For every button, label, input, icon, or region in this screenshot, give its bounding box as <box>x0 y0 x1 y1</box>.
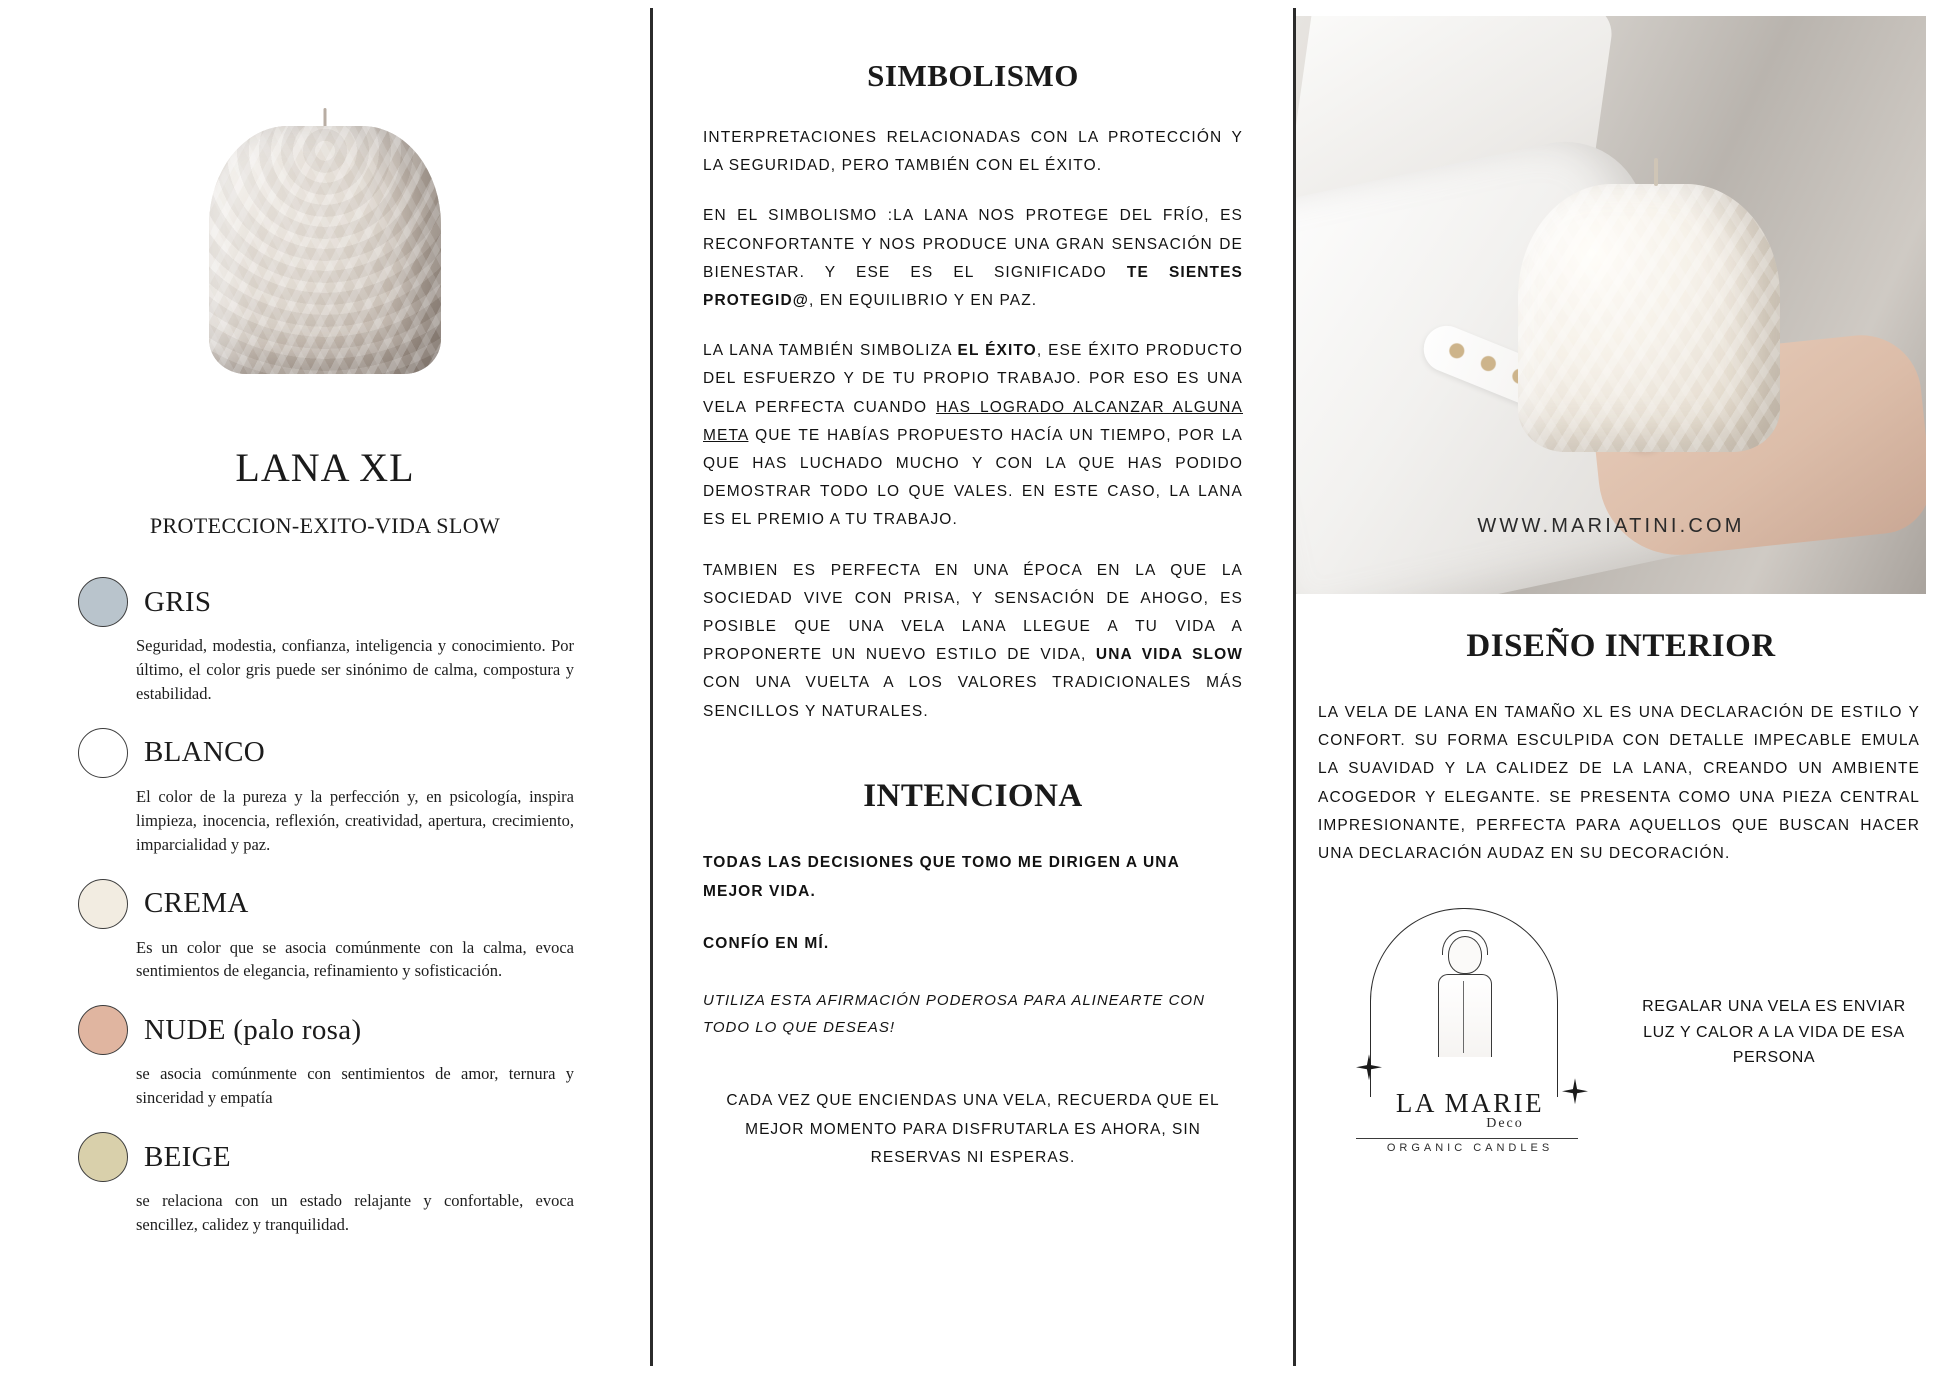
paragraph-exito-part1: LA LANA TAMBIÉN SIMBOLIZA <box>703 342 958 360</box>
color-name: BLANCO <box>144 736 266 769</box>
color-swatch-gris <box>78 577 128 627</box>
list-item <box>78 577 590 706</box>
paragraph-vida-slow-part1: TAMBIEN ES PERFECTA EN UNA ÉPOCA EN LA QUE LA SOCIEDAD VIVE CON PRISA, Y SENSACIÓN DE AHOGO, ES POSIBLE QUE UNA VELA LANA LLEGUE A TU VIDA A PROPONERTE UN NUEVO ESTILO DE VIDA, <box>703 561 1243 664</box>
color-swatch-crema <box>78 879 128 929</box>
paragraph-exito-underlined: HAS LOGRADO ALCANZAR ALGUNA META <box>703 398 1243 444</box>
color-header <box>78 1005 590 1055</box>
section-title-simbolismo: SIMBOLISMO <box>867 58 1079 93</box>
list-item <box>78 1132 590 1237</box>
paragraph-vida-slow-emphasis: UNA VIDA SLOW <box>1095 646 1243 664</box>
photo-candle <box>1518 184 1780 452</box>
affirmation-primary: TODAS LAS DECISIONES QUE TOMO ME DIRIGEN A UNA MEJOR VIDA. <box>703 853 1180 900</box>
paragraph-vida-slow-part2: CON UNA VUELTA A LOS VALORES TRADICIONALES MÁS SENCILLOS Y NATURALES. <box>703 674 1243 720</box>
paragraph-proteccion-emphasis: TE SIENTES PROTEGID@ <box>703 263 1243 310</box>
paragraph-vida-slow <box>703 557 1243 726</box>
affirmation-note: UTILIZA ESTA AFIRMACIÓN PODEROSA PARA ALINEARTE CON TODO LO QUE DESEAS! <box>703 991 1205 1036</box>
color-name: CREMA <box>144 887 249 920</box>
product-title: LANA XL <box>235 445 415 490</box>
logo-head-icon <box>1448 936 1482 974</box>
color-description: Es un color que se asocia comúnmente con la calma, evoca sentimientos de elegancia, refinamiento y sofisticación. <box>136 937 574 981</box>
candle-product-image <box>186 108 464 398</box>
logo-brand-sub: Deco <box>1486 1116 1524 1132</box>
color-header <box>78 577 590 627</box>
color-swatch-nude <box>78 1005 128 1055</box>
color-header <box>78 1132 590 1182</box>
photo-candle-wick-icon <box>1654 158 1658 186</box>
logo-woman-icon <box>1432 936 1496 1056</box>
product-subtitle: PROTECCION-EXITO-VIDA SLOW <box>149 513 501 538</box>
paragraph-exito-part2: , ESE ÉXITO PRODUCTO DEL ESFUERZO Y DE TU PROPIO TRABAJO. POR ESO ES UNA VELA PERFECTA CUANDO <box>703 342 1243 416</box>
color-header <box>78 728 590 778</box>
gift-note: REGALAR UNA VELA ES ENVIAR LUZ Y CALOR A LA VIDA DE ESA PERSONA <box>1642 998 1906 1067</box>
color-name: GRIS <box>144 585 212 618</box>
section-title-intenciona: INTENCIONA <box>863 777 1083 814</box>
paragraph-exito <box>703 337 1243 534</box>
color-description: El color de la pureza y la perfección y, en psicología, inspira limpieza, inocencia, reflexión, creatividad, apertura, crecimiento, imparcialidad y paz. <box>136 786 574 854</box>
lifestyle-photo <box>1296 16 1926 594</box>
list-item <box>78 1005 590 1110</box>
paragraph-interpretaciones: INTERPRETACIONES RELACIONADAS CON LA PROTECCIÓN Y LA SEGURIDAD, PERO TAMBIÉN CON EL ÉXITO. <box>703 129 1243 175</box>
logo-brand-name: LA MARIE <box>1395 1088 1545 1119</box>
logo-divider <box>1356 1138 1578 1139</box>
color-header <box>78 879 590 929</box>
candle-shape <box>209 126 441 374</box>
logo-tagline: ORGANIC CANDLES <box>1386 1142 1554 1155</box>
color-swatch-beige <box>78 1132 128 1182</box>
website-url: WWW.MARIATINI.COM <box>1477 515 1745 537</box>
paragraph-exito-part3: QUE TE HABÍAS PROPUESTO HACÍA UN TIEMPO, POR LA QUE HAS LUCHADO MUCHO Y CON LA QUE HAS PODIDO DEMOSTRAR TODO LO QUE VALES. EN ESTE CASO, LA LANA ES EL PREMIO A TU TRABAJO. <box>703 426 1243 529</box>
footer-area <box>1296 902 1946 1155</box>
color-swatch-blanco <box>78 728 128 778</box>
brand-logo <box>1320 902 1620 1155</box>
closing-note: CADA VEZ QUE ENCIENDAS UNA VELA, RECUERDA QUE EL MEJOR MOMENTO PARA DISFRUTARLA ES AHORA, SIN RESERVAS NI ESPERAS. <box>726 1091 1220 1167</box>
section-title-diseno-interior: DISEÑO INTERIOR <box>1466 628 1776 664</box>
panel-product <box>0 8 650 1366</box>
paragraph-proteccion-part2: , EN EQUILIBRIO Y EN PAZ. <box>808 292 1038 310</box>
panel-simbolismo <box>653 8 1293 1366</box>
logo-body-icon <box>1438 974 1492 1057</box>
paragraph-proteccion <box>703 202 1243 315</box>
paragraph-exito-emphasis: EL ÉXITO <box>957 342 1037 360</box>
color-list <box>60 577 590 1237</box>
affirmation-secondary: CONFÍO EN MÍ. <box>703 935 830 953</box>
list-item <box>78 879 590 984</box>
color-description: se asocia comúnmente con sentimientos de amor, ternura y sinceridad y empatía <box>136 1064 574 1108</box>
color-name: BEIGE <box>144 1140 231 1173</box>
list-item <box>78 728 590 857</box>
color-description: se relaciona con un estado relajante y confortable, evoca sencillez, calidez y tranquilidad. <box>136 1191 574 1235</box>
paragraph-proteccion-part1: EN EL SIMBOLISMO :LA LANA NOS PROTEGE DEL FRÍO, ES RECONFORTANTE Y NOS PRODUCE UNA GRAN SENSACIÓN DE BIENESTAR. Y ESE ES EL SIGNIFICADO <box>703 207 1243 281</box>
paragraph-diseno-interior: LA VELA DE LANA EN TAMAÑO XL ES UNA DECLARACIÓN DE ESTILO Y CONFORT. SU FORMA ESCULPIDA CON DETALLE IMPECABLE EMULA LA SUAVIDAD Y LA CALIDEZ DE LA LANA, CREANDO UN AMBIENTE ACOGEDOR Y ELEGANTE. SE PRESENTA COMO UNA PIEZA CENTRAL IMPRESIONANTE, PERFECTA PARA AQUELLOS QUE BUSCAN HACER UNA DECLARACIÓN AUDAZ EN SU DECORACIÓN. <box>1318 704 1920 863</box>
panel-diseno-interior <box>1296 8 1946 1366</box>
color-name: NUDE (palo rosa) <box>144 1013 362 1046</box>
color-description: Seguridad, modestia, confianza, inteligencia y conocimiento. Por último, el color gris puede ser sinónimo de calma, compostura y estabilidad. <box>136 636 574 703</box>
